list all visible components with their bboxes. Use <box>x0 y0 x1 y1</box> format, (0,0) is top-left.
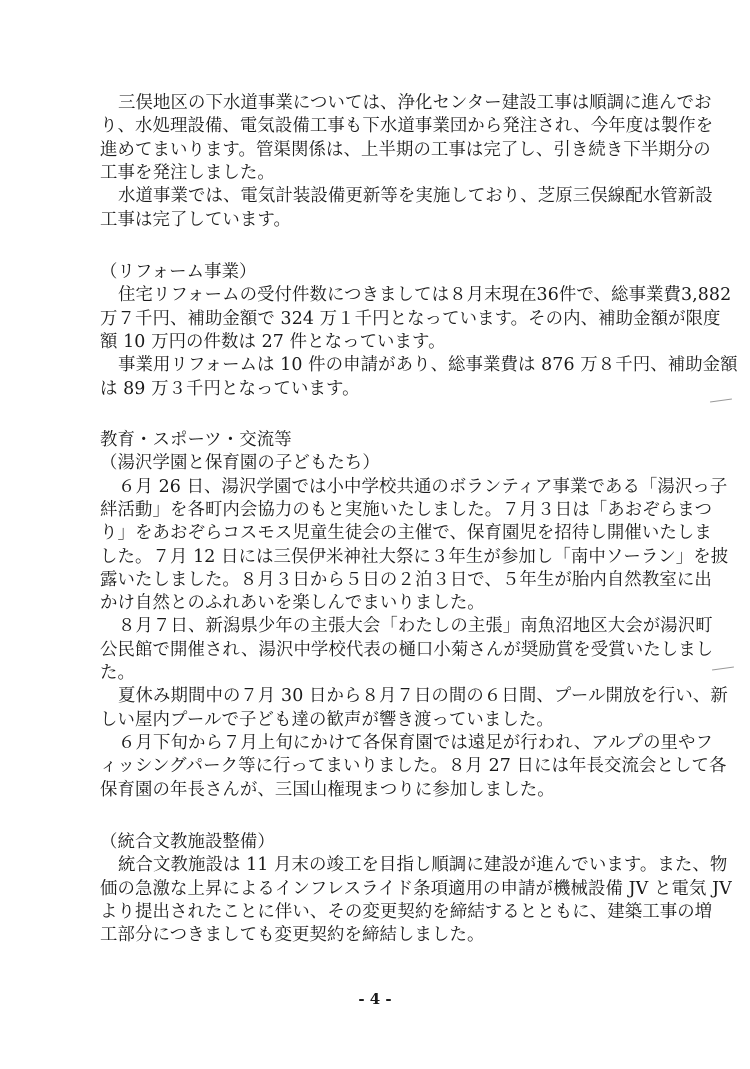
paragraph-line: た。 <box>100 663 135 683</box>
paragraph-line: ８月７日、新潟県少年の主張大会「わたしの主張」南魚沼地区大会が湯沢町 <box>118 616 713 637</box>
page-number: - 4 - <box>358 990 392 1008</box>
paragraph-line: り」をあおぞらコスモス児童生徒会の主催で、保育園児を招待し開催いたしま <box>100 523 712 544</box>
paragraph-line: 三俣地区の下水道事業については、浄化センター建設工事は順調に進んでお <box>118 93 712 113</box>
section-subheading: （湯沢学園と保育園の子どもたち） <box>100 453 380 474</box>
paragraph-line: は 89 万３千円となっています。 <box>100 378 360 399</box>
paragraph-line: り、水処理設備、電気設備工事も下水道事業団から発注され、今年度は製作を <box>100 116 714 137</box>
paragraph-line: 住宅リフォームの受付件数につきましては８月末現在36件で、総事業費3,882 <box>118 285 732 306</box>
paragraph-line: しい屋内プールで子ども達の歓声が響き渡っていました。 <box>100 709 554 730</box>
paragraph-line: 万７千円、補助金額で 324 万１千円となっています。その内、補助金額が限度 <box>100 308 721 329</box>
paragraph-line: 水道事業では、電気計装設備更新等を実施しており、芝原三俣線配水管新設 <box>118 186 713 207</box>
scan-mark <box>710 398 732 402</box>
paragraph-line: 露いたしました。８月３日から５日の２泊３日で、５年生が胎内自然教室に出 <box>100 569 712 590</box>
paragraph-line: ィッシングパーク等に行ってまいりました。８月 27 日には年長交流会として各 <box>100 756 727 777</box>
paragraph-line: 統合文教施設は 11 月末の竣工を目指し順調に建設が進んでいます。また、物 <box>118 855 728 876</box>
paragraph-line: 保育園の年長さんが、三国山権現まつりに参加しました。 <box>100 779 555 800</box>
section-heading: （統合文教施設整備） <box>100 832 275 852</box>
paragraph-line: 工事を発注しました。 <box>100 162 275 183</box>
paragraph-line: ６月下旬から７月上旬にかけて各保育園では遠足が行われ、アルプの里やフ <box>118 732 714 753</box>
section-heading: 教育・スポーツ・交流等 <box>100 430 292 450</box>
paragraph-line: 進めてまいります。管渠関係は、上半期の工事は完了し、引き続き下半期分の <box>100 139 711 160</box>
section-heading: （リフォーム事業） <box>100 262 257 282</box>
scan-mark <box>712 666 734 670</box>
paragraph-line: 公民館で開催され、湯沢中学校代表の樋口小菊さんが奨励賞を受賞いたしまし <box>100 639 714 660</box>
paragraph-line: 工事は完了しています。 <box>100 209 292 230</box>
paragraph-line: 絆活動」を各町内会協力のもと実施いたしました。７月３日は「あおぞらまつ <box>100 499 713 520</box>
paragraph-line: ６月 26 日、湯沢学園では小中学校共通のボランティア事業である「湯沢っ子 <box>118 476 728 497</box>
paragraph-line: 事業用リフォームは 10 件の申請があり、総事業費は 876 万８千円、補助金額 <box>118 355 738 376</box>
paragraph-line: より提出されたことに伴い、その変更契約を締結するとともに、建築工事の増 <box>100 901 713 922</box>
paragraph-line: 価の急激な上昇によるインフレスライド条項適用の申請が機械設備 JV と電気 JV <box>100 878 732 899</box>
paragraph-line: 工部分につきましても変更契約を締結しました。 <box>100 925 485 946</box>
paragraph-line: 額 10 万円の件数は 27 件となっています。 <box>100 331 446 352</box>
paragraph-line: かけ自然とのふれあいを楽しんでまいりました。 <box>100 593 485 614</box>
paragraph-line: 夏休み期間中の７月 30 日から８月７日の間の６日間、プール開放を行い、新 <box>118 686 728 707</box>
paragraph-line: した。７月 12 日には三俣伊米神社大祭に３年生が参加し「南中ソーラン」を披 <box>100 546 729 567</box>
